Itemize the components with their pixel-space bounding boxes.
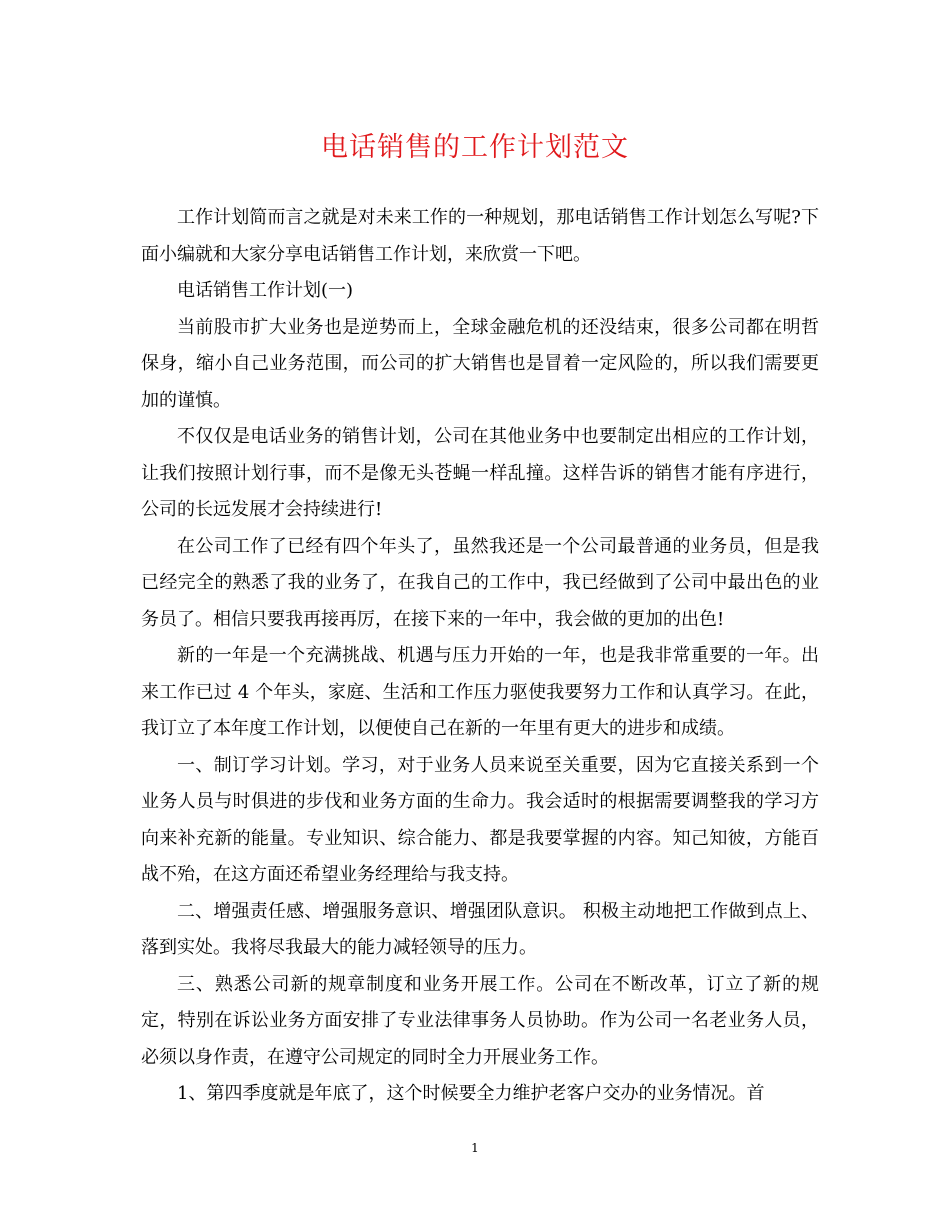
paragraph-subitem-1: 1、第四季度就是年底了，这个时候要全力维护老客户交办的业务情况。首 xyxy=(177,1083,765,1104)
paragraph: 当前股市扩大业务也是逆势而上，全球金融危机的还没结束，很多公司都在明哲保身，缩小自己业务范围，而公司的扩大销售也是冒着一定风险的，所以我们需要更加的谨慎。 xyxy=(141,316,819,411)
paragraph-item-1: 一、制订学习计划。学习，对于业务人员来说至关重要，因为它直接关系到一个业务人员与时俱进的步伐和业务方面的生命力。我会适时的根据需要调整我的学习方向来补充新的能量。专业知识、综合能力、都是我要掌握的内容。知己知彼，方能百战不殆，在这方面还希望业务经理给与我支持。 xyxy=(141,754,819,885)
section-heading: 电话销售工作计划(一) xyxy=(177,280,354,301)
paragraph-item-2: 二、增强责任感、增强服务意识、增强团队意识。 积极主动地把工作做到点上、落到实处。我将尽我最大的能力减轻领导的压力。 xyxy=(141,900,819,958)
paragraph-intro: 工作计划简而言之就是对未来工作的一种规划，那电话销售工作计划怎么写呢?下面小编就和大家分享电话销售工作计划，来欣赏一下吧。 xyxy=(141,207,819,265)
document-body xyxy=(141,200,819,1113)
document-title: 电话销售的工作计划范文 xyxy=(321,132,629,163)
paragraph: 在公司工作了已经有四个年头了，虽然我还是一个公司最普通的业务员，但是我已经完全的熟悉了我的业务了，在我自己的工作中，我已经做到了公司中最出色的业务员了。相信只要我再接再厉，在接下来的一年中，我会做的更加的出色! xyxy=(141,535,819,630)
paragraph: 不仅仅是电话业务的销售计划，公司在其他业务中也要制定出相应的工作计划，让我们按照计划行事，而不是像无头苍蝇一样乱撞。这样告诉的销售才能有序进行，公司的长远发展才会持续进行! xyxy=(141,426,819,520)
page-number: 1 xyxy=(471,1141,479,1155)
paragraph-item-3: 三、熟悉公司新的规章制度和业务开展工作。公司在不断改革，订立了新的规定，特别在诉讼业务方面安排了专业法律事务人员协助。作为公司一名老业务人员，必须以身作责，在遵守公司规定的同时全力开展业务工作。 xyxy=(141,973,819,1068)
paragraph: 新的一年是一个充满挑战、机遇与压力开始的一年，也是我非常重要的一年。出来工作已过 4 个年头，家庭、生活和工作压力驱使我要努力工作和认真学习。在此，我订立了本年度工作计划，以便使自己在新的一年里有更大的进步和成绩。 xyxy=(141,645,819,739)
